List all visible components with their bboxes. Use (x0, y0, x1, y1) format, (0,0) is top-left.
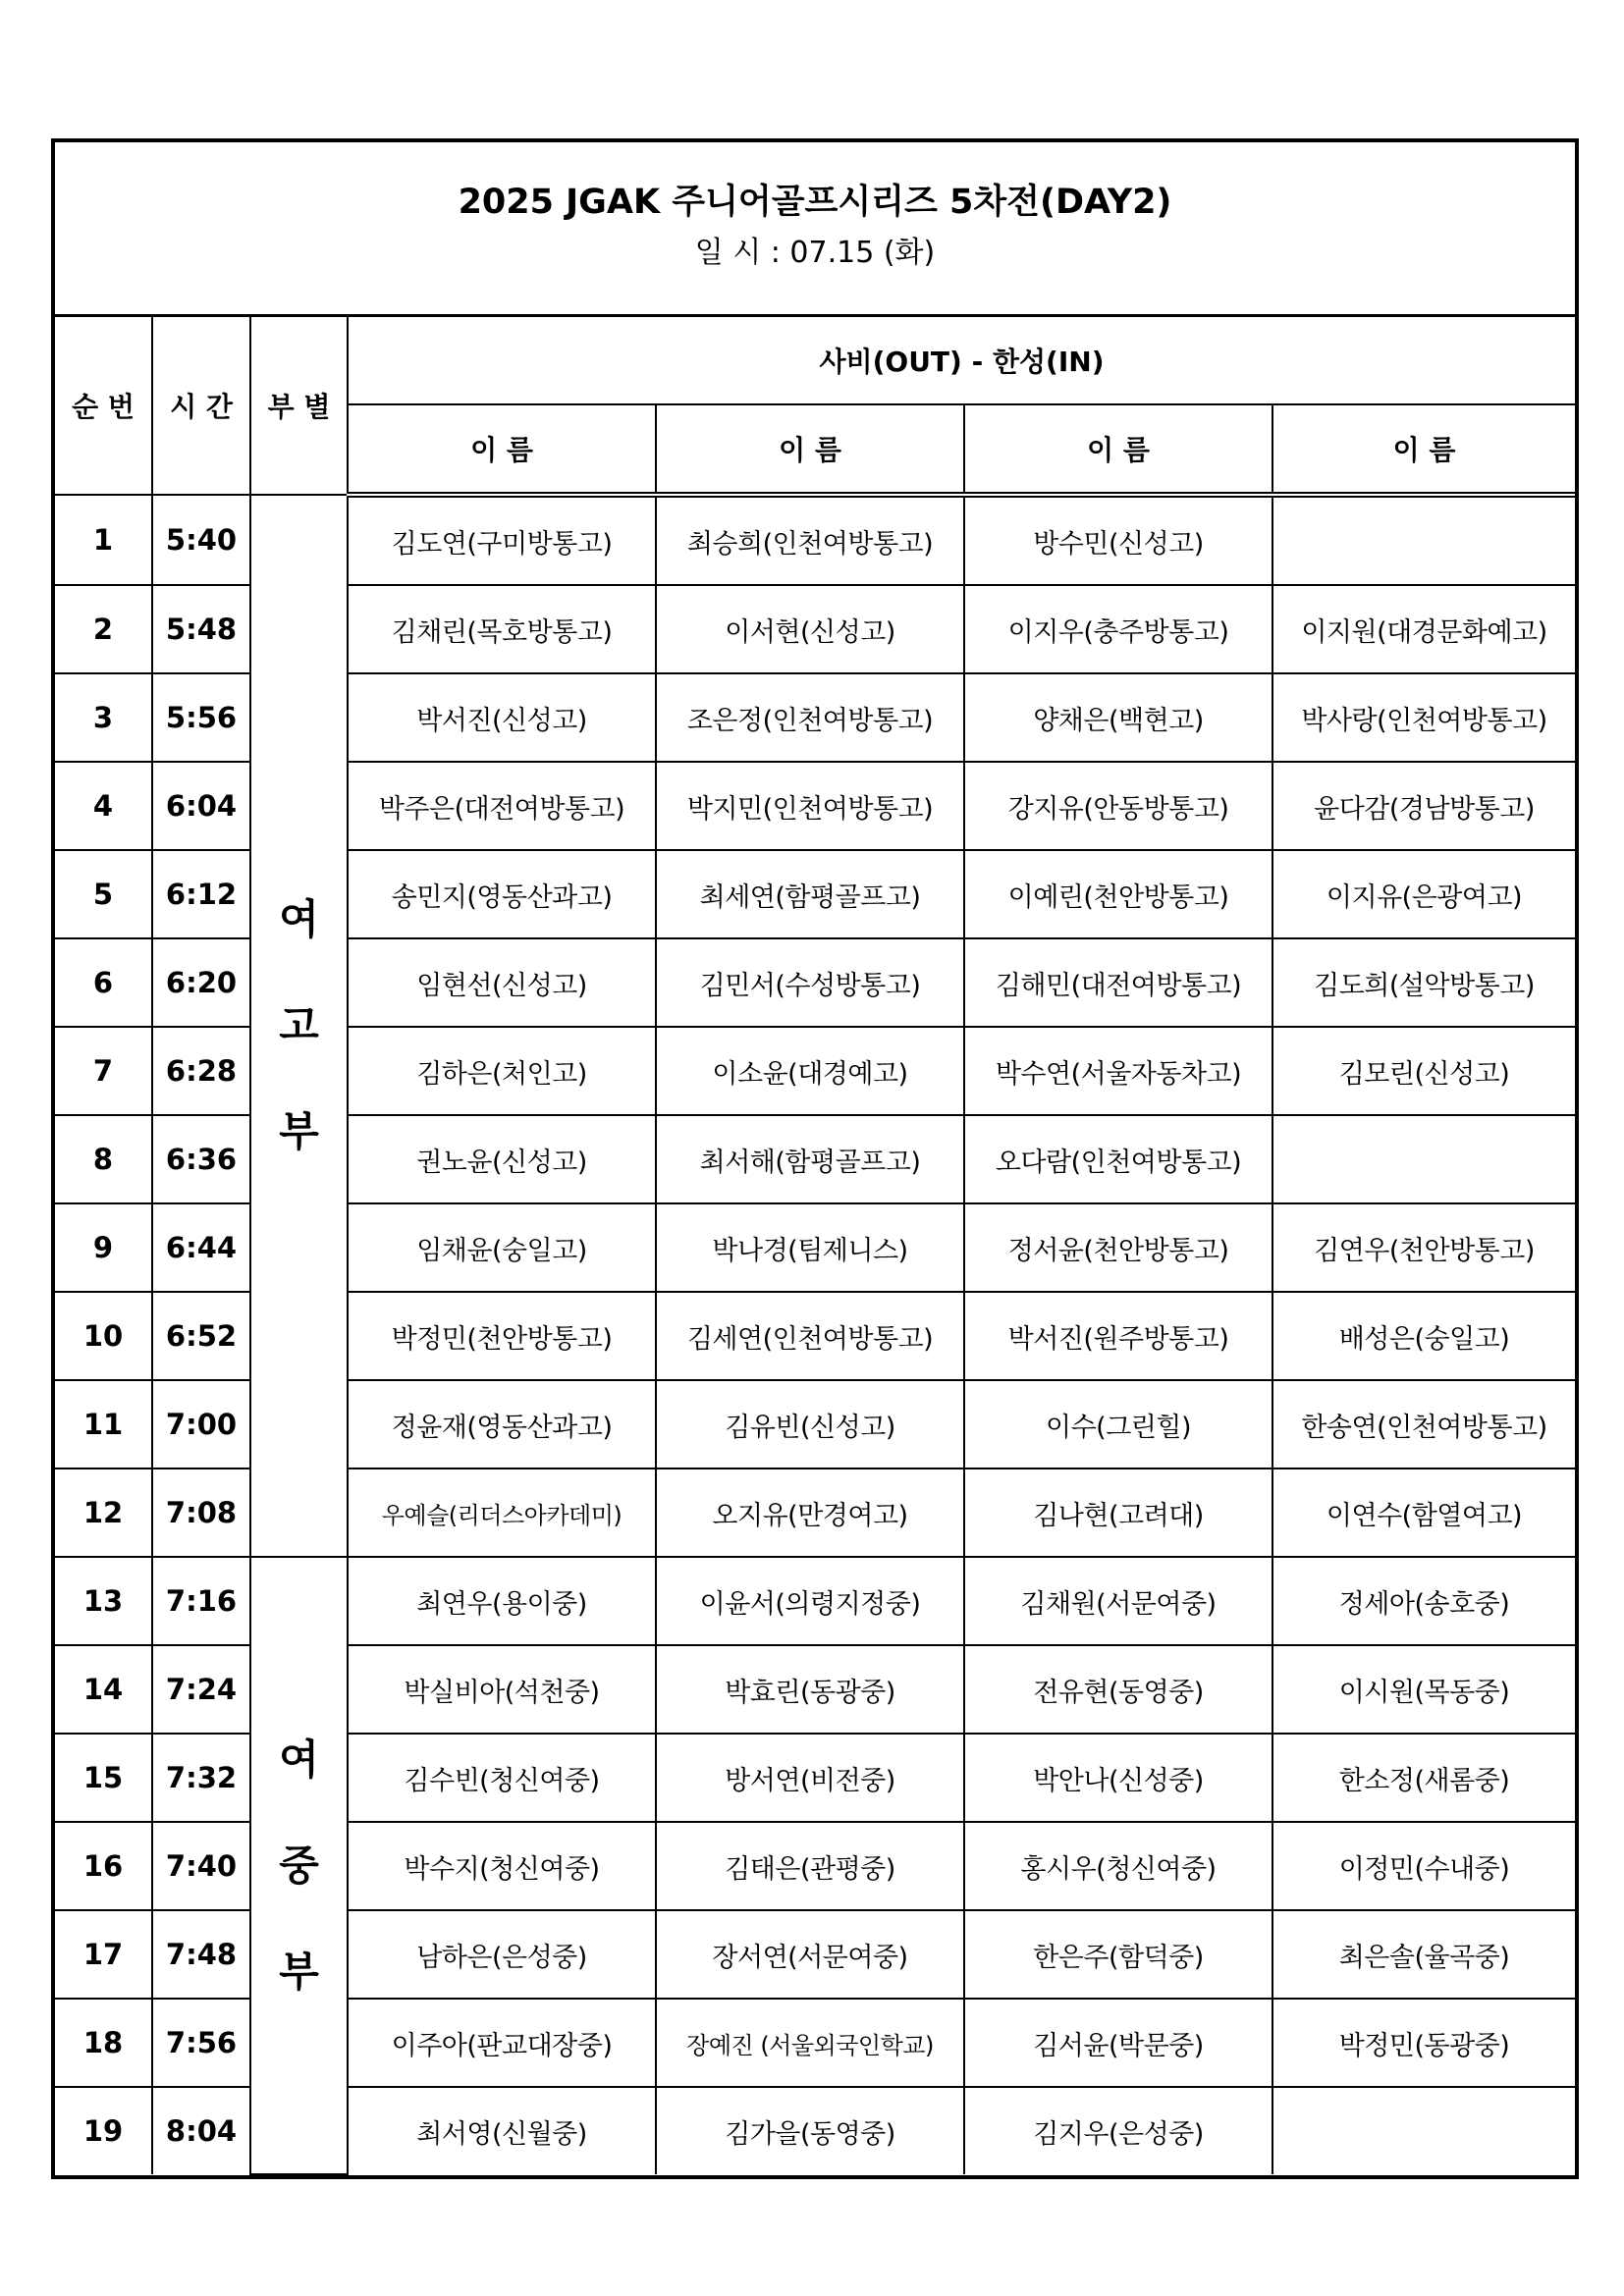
player-cell: 최승희(인천여방통고) (656, 495, 964, 585)
table-row (55, 1557, 1575, 1645)
tee-time-cell: 7:48 (152, 1910, 250, 1999)
table-body (55, 495, 1575, 2174)
division-char: 고 (279, 1001, 319, 1049)
division-cell (250, 495, 348, 1557)
player-cell: 송민지(영동산과고) (348, 850, 656, 938)
player-cell: 이지우(충주방통고) (964, 585, 1272, 673)
player-cell: 최세연(함평골프고) (656, 850, 964, 938)
table-header (55, 317, 1575, 495)
player-cell: 권노윤(신성고) (348, 1115, 656, 1203)
page-title: 2025 JGAK 주니어골프시리즈 5차전(DAY2) (458, 183, 1172, 222)
tee-time-cell: 7:24 (152, 1645, 250, 1734)
header-time: 시 간 (152, 317, 250, 495)
player-cell: 김모린(신성고) (1272, 1027, 1575, 1115)
player-cell: 이소윤(대경예고) (656, 1027, 964, 1115)
tee-time-cell: 6:20 (152, 938, 250, 1027)
player-cell: 박사랑(인천여방통고) (1272, 673, 1575, 762)
division-char: 여 (279, 1735, 319, 1784)
player-cell: 최은솔(율곡중) (1272, 1910, 1575, 1999)
player-cell: 방수민(신성고) (964, 495, 1272, 585)
player-cell: 임현선(신성고) (348, 938, 656, 1027)
player-cell: 이주아(판교대장중) (348, 1999, 656, 2087)
player-cell: 이서현(신성고) (656, 585, 964, 673)
tee-time-cell: 7:16 (152, 1557, 250, 1645)
player-cell: 한송연(인천여방통고) (1272, 1380, 1575, 1468)
player-cell: 박지민(인천여방통고) (656, 762, 964, 850)
player-cell: 한은주(함덕중) (964, 1910, 1272, 1999)
player-cell: 정윤재(영동산과고) (348, 1380, 656, 1468)
player-cell: 김연우(천안방통고) (1272, 1203, 1575, 1292)
player-cell: 김세연(인천여방통고) (656, 1292, 964, 1380)
player-cell (1272, 495, 1575, 585)
player-cell: 박정민(천안방통고) (348, 1292, 656, 1380)
player-cell: 남하은(은성중) (348, 1910, 656, 1999)
player-cell: 박나경(팀제니스) (656, 1203, 964, 1292)
player-cell: 윤다감(경남방통고) (1272, 762, 1575, 850)
player-cell: 오지유(만경여고) (656, 1468, 964, 1557)
player-cell: 이지원(대경문화예고) (1272, 585, 1575, 673)
order-cell: 4 (55, 762, 152, 850)
player-cell: 오다람(인천여방통고) (964, 1115, 1272, 1203)
player-cell: 김민서(수성방통고) (656, 938, 964, 1027)
player-cell: 배성은(숭일고) (1272, 1292, 1575, 1380)
header-name-4: 이 름 (1272, 404, 1575, 495)
tee-time-cell: 6:52 (152, 1292, 250, 1380)
tee-time-cell: 5:40 (152, 495, 250, 585)
tee-time-cell: 7:08 (152, 1468, 250, 1557)
player-cell: 이정민(수내중) (1272, 1822, 1575, 1910)
order-cell: 10 (55, 1292, 152, 1380)
player-cell: 최연우(용이중) (348, 1557, 656, 1645)
header-name-3: 이 름 (964, 404, 1272, 495)
player-cell: 이예린(천안방통고) (964, 850, 1272, 938)
header-division: 부 별 (250, 317, 348, 495)
player-cell: 박실비아(석천중) (348, 1645, 656, 1734)
order-cell: 7 (55, 1027, 152, 1115)
order-cell: 19 (55, 2087, 152, 2174)
player-cell: 김가을(동영중) (656, 2087, 964, 2174)
header-course: 사비(OUT) - 한성(IN) (348, 317, 1575, 404)
tee-time-cell: 7:40 (152, 1822, 250, 1910)
player-cell: 박수연(서울자동차고) (964, 1027, 1272, 1115)
player-cell: 최서영(신월중) (348, 2087, 656, 2174)
date-line: 일 시 : 07.15 (화) (694, 236, 936, 270)
player-cell: 김지우(은성중) (964, 2087, 1272, 2174)
order-cell: 9 (55, 1203, 152, 1292)
tee-time-cell: 8:04 (152, 2087, 250, 2174)
player-cell: 강지유(안동방통고) (964, 762, 1272, 850)
player-cell: 김해민(대전여방통고) (964, 938, 1272, 1027)
player-cell: 이시원(목동중) (1272, 1645, 1575, 1734)
order-cell: 17 (55, 1910, 152, 1999)
player-cell: 임채윤(숭일고) (348, 1203, 656, 1292)
player-cell: 박정민(동광중) (1272, 1999, 1575, 2087)
player-cell: 박주은(대전여방통고) (348, 762, 656, 850)
order-cell: 11 (55, 1380, 152, 1468)
tee-time-cell: 5:48 (152, 585, 250, 673)
title-block (55, 142, 1575, 317)
player-cell: 이윤서(의령지정중) (656, 1557, 964, 1645)
player-cell: 김태은(관평중) (656, 1822, 964, 1910)
tee-time-cell: 6:44 (152, 1203, 250, 1292)
player-cell: 우예슬(리더스아카데미) (348, 1468, 656, 1557)
player-cell: 이연수(함열여고) (1272, 1468, 1575, 1557)
player-cell: 정서윤(천안방통고) (964, 1203, 1272, 1292)
tee-time-cell: 6:12 (152, 850, 250, 938)
player-cell: 조은정(인천여방통고) (656, 673, 964, 762)
player-cell: 양채은(백현고) (964, 673, 1272, 762)
header-order: 순 번 (55, 317, 152, 495)
player-cell: 이지유(은광여고) (1272, 850, 1575, 938)
player-cell: 김도희(설악방통고) (1272, 938, 1575, 1027)
tee-time-cell: 7:32 (152, 1734, 250, 1822)
tee-time-cell: 5:56 (152, 673, 250, 762)
order-cell: 1 (55, 495, 152, 585)
player-cell (1272, 2087, 1575, 2174)
player-cell: 홍시우(청신여중) (964, 1822, 1272, 1910)
tee-time-cell: 7:00 (152, 1380, 250, 1468)
player-cell: 박효린(동광중) (656, 1645, 964, 1734)
player-cell: 김수빈(청신여중) (348, 1734, 656, 1822)
player-cell: 김서윤(박문중) (964, 1999, 1272, 2087)
order-cell: 14 (55, 1645, 152, 1734)
player-cell: 전유현(동영중) (964, 1645, 1272, 1734)
division-cell (250, 1557, 348, 2174)
player-cell: 김채린(목호방통고) (348, 585, 656, 673)
header-name-2: 이 름 (656, 404, 964, 495)
tee-time-cell: 6:28 (152, 1027, 250, 1115)
division-char: 여 (279, 895, 319, 943)
division-char: 중 (279, 1841, 319, 1890)
player-cell: 장서연(서문여중) (656, 1910, 964, 1999)
player-cell: 최서해(함평골프고) (656, 1115, 964, 1203)
player-cell: 박서진(신성고) (348, 673, 656, 762)
player-cell: 방서연(비전중) (656, 1734, 964, 1822)
player-cell: 정세아(송호중) (1272, 1557, 1575, 1645)
order-cell: 3 (55, 673, 152, 762)
tee-time-cell: 6:36 (152, 1115, 250, 1203)
player-cell: 장예진 (서울외국인학교) (656, 1999, 964, 2087)
table-row (55, 495, 1575, 585)
player-cell: 김하은(처인고) (348, 1027, 656, 1115)
player-cell: 박수지(청신여중) (348, 1822, 656, 1910)
player-cell: 한소정(새롬중) (1272, 1734, 1575, 1822)
tee-time-cell: 7:56 (152, 1999, 250, 2087)
player-cell: 박서진(원주방통고) (964, 1292, 1272, 1380)
order-cell: 15 (55, 1734, 152, 1822)
header-name-1: 이 름 (348, 404, 656, 495)
order-cell: 16 (55, 1822, 152, 1910)
division-char: 부 (279, 1107, 319, 1155)
order-cell: 12 (55, 1468, 152, 1557)
player-cell: 김유빈(신성고) (656, 1380, 964, 1468)
order-cell: 6 (55, 938, 152, 1027)
order-cell: 18 (55, 1999, 152, 2087)
player-cell: 김도연(구미방통고) (348, 495, 656, 585)
player-cell (1272, 1115, 1575, 1203)
tee-time-sheet (51, 138, 1579, 2179)
player-cell: 박안나(신성중) (964, 1734, 1272, 1822)
order-cell: 13 (55, 1557, 152, 1645)
order-cell: 8 (55, 1115, 152, 1203)
order-cell: 5 (55, 850, 152, 938)
schedule-table (55, 317, 1575, 2175)
player-cell: 김채원(서문여중) (964, 1557, 1272, 1645)
order-cell: 2 (55, 585, 152, 673)
player-cell: 김나현(고려대) (964, 1468, 1272, 1557)
tee-time-cell: 6:04 (152, 762, 250, 850)
player-cell: 이수(그린힐) (964, 1380, 1272, 1468)
division-char: 부 (279, 1947, 319, 1996)
